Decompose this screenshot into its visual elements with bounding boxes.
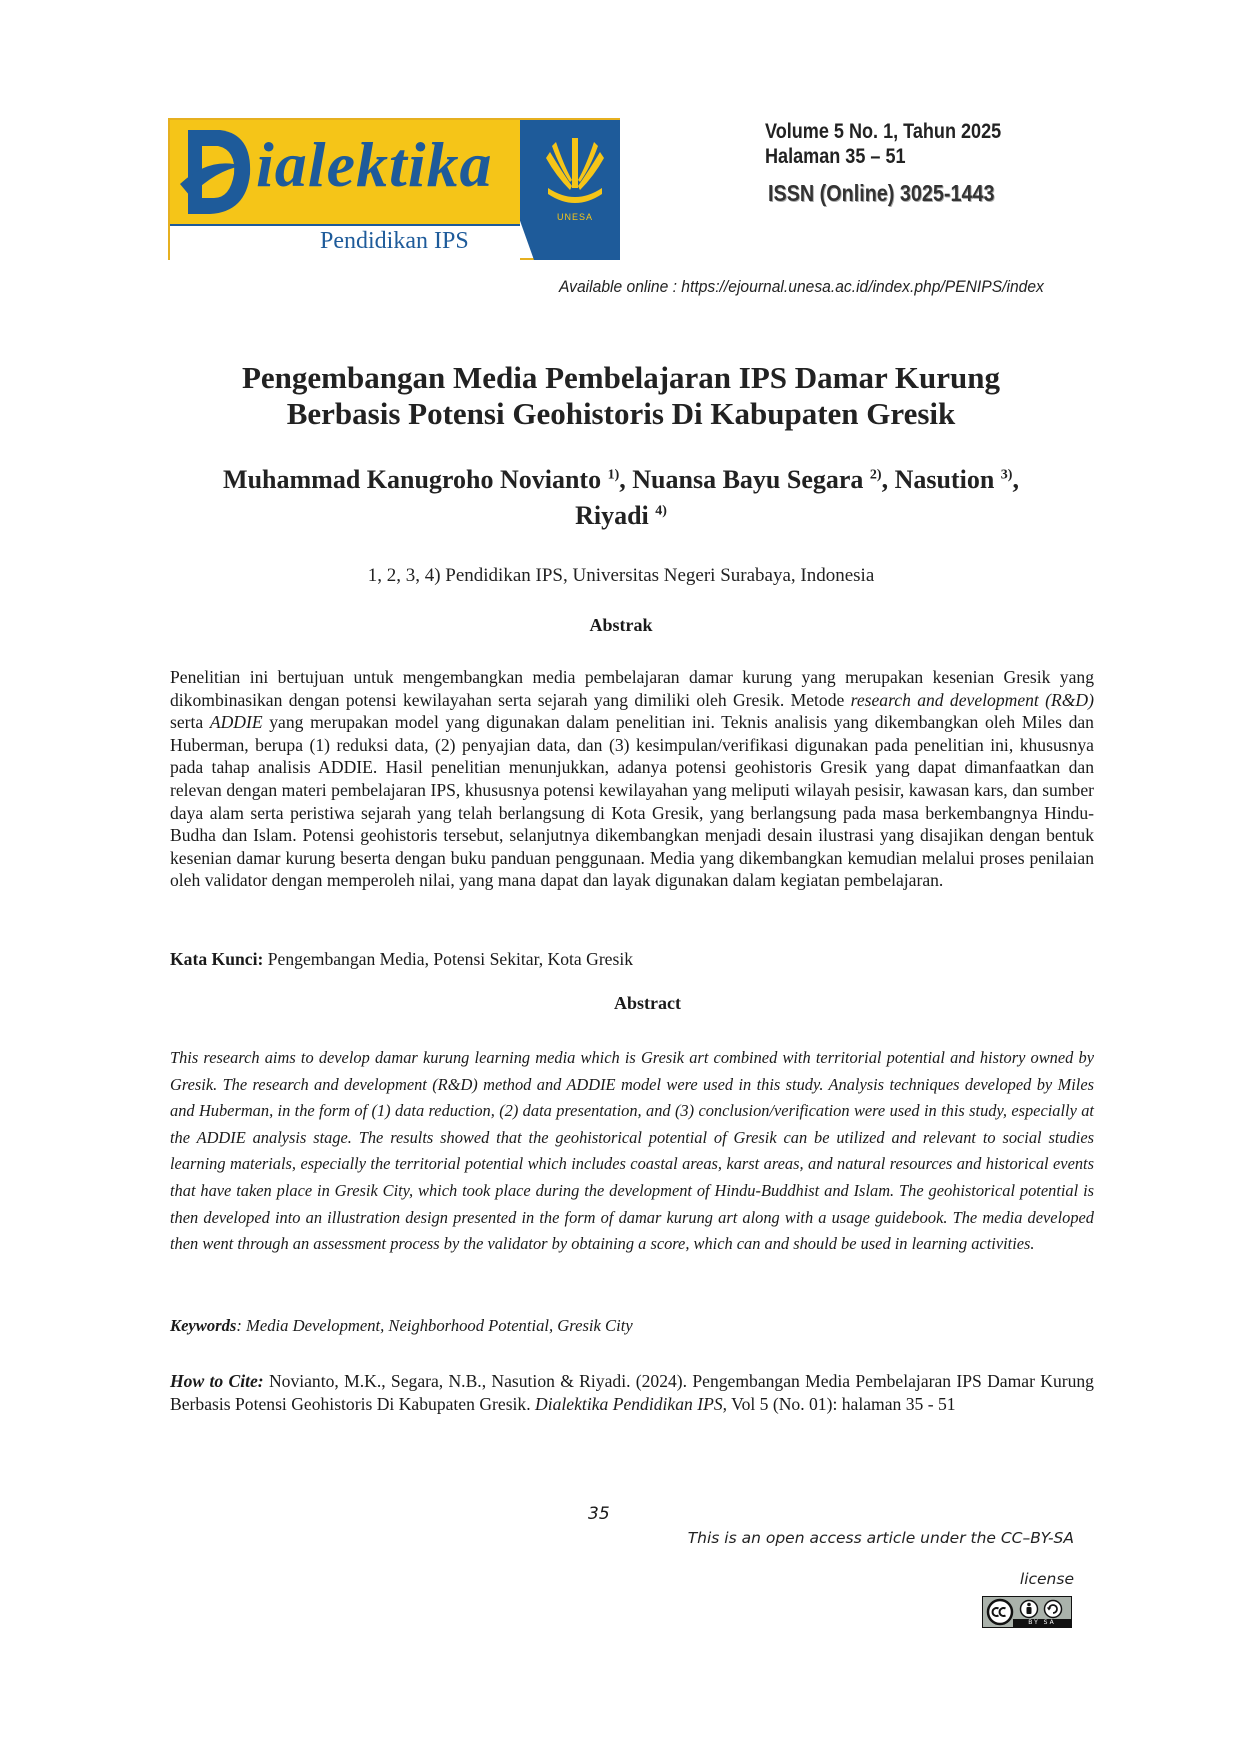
author-mark: 2)	[869, 467, 882, 483]
cite-label: How to Cite:	[170, 1371, 264, 1391]
author-mark: 4)	[655, 503, 667, 519]
abstrak-model-italic: ADDIE	[209, 712, 263, 733]
page-number: 35	[588, 1504, 610, 1524]
emblem-label: UNESA	[556, 212, 593, 222]
badge-text: BY SA	[1013, 1619, 1071, 1627]
article-title	[0, 360, 1242, 432]
author-name: Riyadi	[575, 501, 649, 530]
author-mark: 3)	[1000, 467, 1013, 483]
journal-logo	[168, 118, 620, 260]
kata-kunci-value: Pengembangan Media, Potensi Sekitar, Kota Gresik	[263, 949, 634, 969]
journal-issn: ISSN (Online) 3025-1443	[768, 180, 995, 206]
cc-icon	[985, 1598, 1015, 1626]
abstrak-heading: Abstrak	[589, 615, 653, 635]
abstrak-text-2: serta	[170, 712, 210, 733]
how-to-cite	[170, 1370, 1094, 1415]
title-line-1: Pengembangan Media Pembelajaran IPS Damar Kurung	[241, 360, 1001, 395]
abstract-heading: Abstract	[614, 993, 681, 1013]
logo-wordmark: ialektika	[256, 129, 493, 200]
logo-subtitle: Pendidikan IPS	[320, 228, 469, 254]
abstrak-method-italic: research and development (R&D)	[850, 689, 1094, 710]
cc-by-sa-badge[interactable]	[982, 1596, 1072, 1628]
author-list	[0, 462, 1242, 534]
abstrak-text-3: yang merupakan model yang digunakan dalam penelitian ini. Teknis analisis yang dikembangkan oleh Miles dan Huberman, berupa (1) reduksi data, (2) penyajian data, dan (3) kesimpulan/verifikasi digunakan pada penelitian ini, khususnya pada tahap analisis ADDIE. Hasil penelitian menunjukkan, adanya potensi geohistoris Gresik yang dapat dimanfaatkan dan relevan dengan materi pembelajaran IPS, khususnya potensi kewilayahan yang meliputi wilayah pesisir, kawasan kars, dan sumber daya alam serta peristiwa sejarah yang telah berlangsung di Kota Gresik, yang berlangsung pada masa berkembangnya Hindu-Budha dan Islam. Potensi geohistoris tersebut, selanjutnya dikembangkan menjadi desain ilustrasi yang disajikan dengan bentuk kesenian damar kurung beserta dengan buku panduan penggunaan. Media yang dikembangkan kemudian melalui proses penilaian oleh validator dengan memperoleh nilai, yang mana dapat dan layak digunakan dalam kegiatan pembelajaran.	[170, 712, 1094, 891]
author-mark: 1)	[607, 467, 620, 483]
abstract-paragraph: This research aims to develop damar kurung learning media which is Gresik art combined with territorial potential and history owned by Gresik. The research and development (R&D) method and ADDIE model were used in this study. Analysis techniques developed by Miles and Huberman, in the form of (1) data reduction, (2) data presentation, and (3) conclusion/verification were used in this study, especially at the ADDIE analysis stage. The results showed that the geohistorical potential of Gresik can be utilized and relevant to social studies learning materials, especially the territorial potential which includes coastal areas, karst areas, and natural resources and historical events that have taken place in Gresik City, which took place during the development of Hindu-Buddhist and Islam. The geohistorical potential is then developed into an illustration design presented in the form of damar kurung art along with a usage guidebook. The media developed then went through an assessment process by the validator by obtaining a score, which can and should be used in learning activities.	[170, 1048, 1094, 1254]
author-separator: ,	[881, 465, 889, 494]
kata-kunci-label: Kata Kunci:	[170, 949, 264, 969]
cite-text: Novianto, M.K., Segara, N.B., Nasution & Riyadi. (2024). Pengembangan Media Pembelajaran IPS Damar Kurung Berbasis Potensi Geohistoris Di Kabupaten Gresik.	[170, 1371, 1094, 1414]
author-line-1	[0, 462, 1242, 498]
abstrak-text-1: Penelitian ini bertujuan untuk mengembangkan media pembelajaran damar kurung yang merupakan kesenian Gresik yang dikombinasikan dengan potensi kewilayahan serta sejarah yang dimiliki oleh Gresik. Metode	[170, 667, 1094, 710]
author-name: Muhammad Kanugroho Novianto	[223, 465, 602, 494]
logo-d-icon	[180, 126, 254, 218]
open-access-note: This is an open access article under the CC–BY-SA	[687, 1529, 1074, 1547]
keywords-value: : Media Development, Neighborhood Potential, Gresik City	[236, 1316, 633, 1335]
kata-kunci	[170, 949, 633, 970]
author-separator: ,	[1012, 465, 1019, 494]
keywords-label: Keywords	[170, 1316, 237, 1335]
by-person-icon	[1019, 1599, 1039, 1619]
share-alike-icon	[1043, 1599, 1063, 1619]
cite-tail: Vol 5 (No. 01): halaman 35 - 51	[727, 1393, 956, 1414]
license-word[interactable]: license	[1019, 1570, 1074, 1588]
author-name: Nuansa Bayu Segara	[632, 465, 864, 494]
cite-journal: Dialektika Pendidikan IPS,	[535, 1393, 728, 1414]
author-line-2	[0, 498, 1242, 534]
title-line-2: Berbasis Potensi Geohistoris Di Kabupaten Gresik	[286, 396, 956, 431]
abstrak-paragraph	[170, 666, 1094, 892]
author-name: Nasution	[894, 465, 995, 494]
unesa-emblem-icon	[542, 132, 608, 212]
available-online-link[interactable]: Available online : https://ejournal.unesa.ac.id/index.php/PENIPS/index	[559, 277, 1044, 296]
affiliation: 1, 2, 3, 4) Pendidikan IPS, Universitas Negeri Surabaya, Indonesia	[367, 565, 875, 586]
keywords	[170, 1316, 633, 1336]
journal-pages: Halaman 35 – 51	[765, 145, 906, 168]
author-separator: ,	[619, 465, 626, 494]
journal-volume: Volume 5 No. 1, Tahun 2025	[765, 120, 1002, 143]
